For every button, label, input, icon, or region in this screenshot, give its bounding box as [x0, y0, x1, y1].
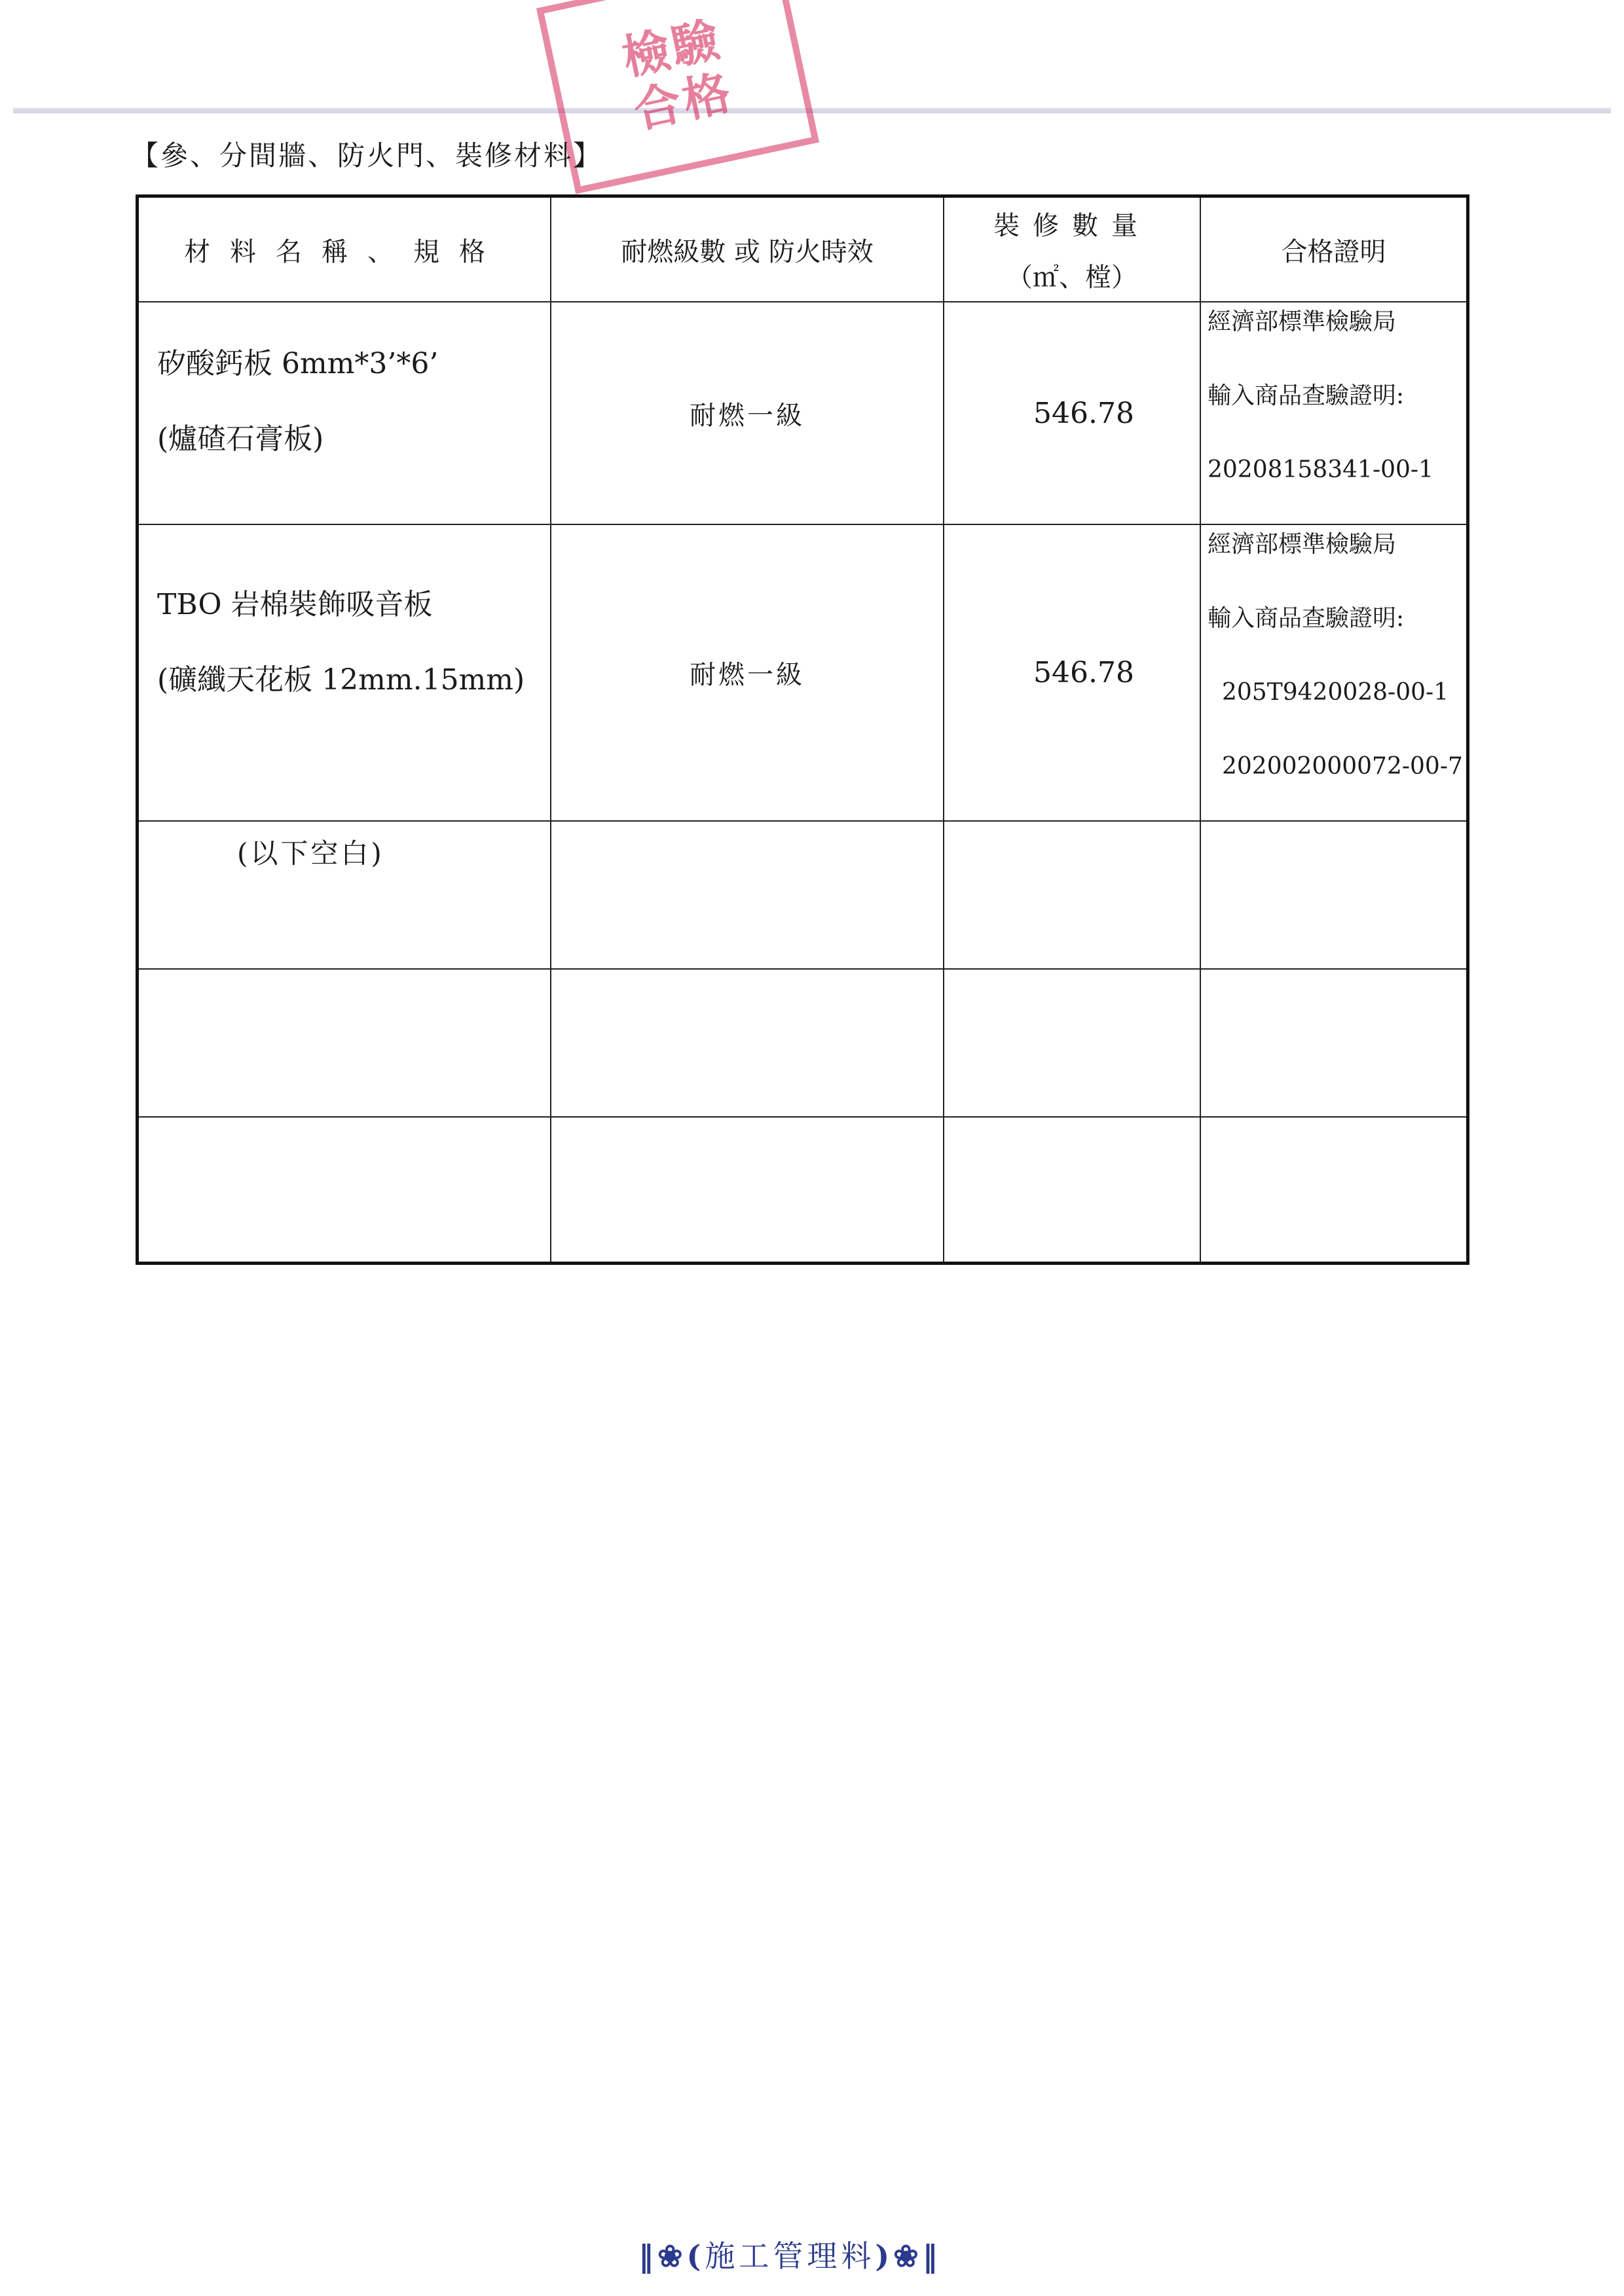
- cert-title: 輸入商品查驗證明:: [1208, 382, 1405, 409]
- material-cell: [139, 822, 550, 968]
- quantity-cell: [943, 302, 1200, 524]
- footer-left-ornament: ‖❀(: [638, 2238, 705, 2274]
- official-seal: 檢驗 合格: [536, 0, 819, 194]
- blank-note: (以下空白): [237, 837, 384, 869]
- header-material: [139, 198, 550, 301]
- certificate-cell: [1200, 525, 1466, 820]
- header-certificate-label: 合格證明: [1281, 236, 1386, 267]
- cert-title: 輸入商品查驗證明:: [1208, 605, 1405, 632]
- header-rating-label: 耐燃級數 或 防火時效: [621, 236, 874, 267]
- header-quantity-unit: （㎡、樘）: [1006, 263, 1137, 293]
- material-spec: (爐碴石膏板): [157, 422, 324, 456]
- header-material-label: 材料名稱、規格: [184, 236, 505, 267]
- rating-cell: [550, 302, 943, 524]
- certificate-cell: [1200, 970, 1466, 1116]
- header-quantity: [943, 198, 1200, 301]
- certificate-cell: [1200, 822, 1466, 968]
- rating-cell: [550, 822, 943, 968]
- material-name: TBO 岩棉裝飾吸音板: [157, 588, 433, 621]
- cert-number-2: 202002000072-00-7: [1222, 753, 1463, 780]
- material-cell: [139, 970, 550, 1116]
- material-spec: (礦纖天花板 12mm.15mm): [157, 663, 525, 697]
- table-row: [139, 301, 1466, 524]
- quantity-cell: [943, 1118, 1200, 1262]
- quantity-cell: [943, 970, 1200, 1116]
- table-row: [139, 820, 1466, 968]
- material-name: 矽酸鈣板 6mm*3’*6’: [157, 347, 439, 380]
- cert-number: 20208158341-00-1: [1208, 456, 1433, 483]
- rating-cell: [550, 970, 943, 1116]
- fire-rating: 耐燃一級: [690, 400, 805, 431]
- quantity-value: 546.78: [1033, 656, 1134, 689]
- cert-agency: 經濟部標準檢驗局: [1208, 531, 1397, 558]
- cert-agency: 經濟部標準檢驗局: [1208, 308, 1397, 335]
- material-cell: [139, 525, 550, 820]
- footer-right-ornament: )❀‖: [875, 2238, 942, 2274]
- table-header-row: [139, 198, 1466, 301]
- footer-stamp: [638, 2232, 942, 2276]
- certificate-cell: [1200, 1118, 1466, 1262]
- footer-text: 施工管理料: [705, 2238, 876, 2274]
- materials-table: [136, 194, 1469, 1265]
- certificate-cell: [1200, 302, 1466, 524]
- section-heading: 【參、分間牆、防火門、裝修材料】: [131, 139, 603, 172]
- quantity-cell: [943, 525, 1200, 820]
- rating-cell: [550, 525, 943, 820]
- quantity-value: 546.78: [1033, 396, 1134, 430]
- cert-number: 205T9420028-00-1: [1222, 679, 1449, 706]
- header-certificate: [1200, 198, 1466, 301]
- material-cell: [139, 302, 550, 524]
- rating-cell: [550, 1118, 943, 1262]
- table-row: [139, 524, 1466, 820]
- fire-rating: 耐燃一級: [690, 660, 805, 690]
- table-row: [139, 1116, 1466, 1262]
- header-rating: [550, 198, 943, 301]
- material-cell: [139, 1118, 550, 1262]
- header-quantity-label: 裝修數量: [993, 211, 1151, 241]
- quantity-cell: [943, 822, 1200, 968]
- table-row: [139, 968, 1466, 1116]
